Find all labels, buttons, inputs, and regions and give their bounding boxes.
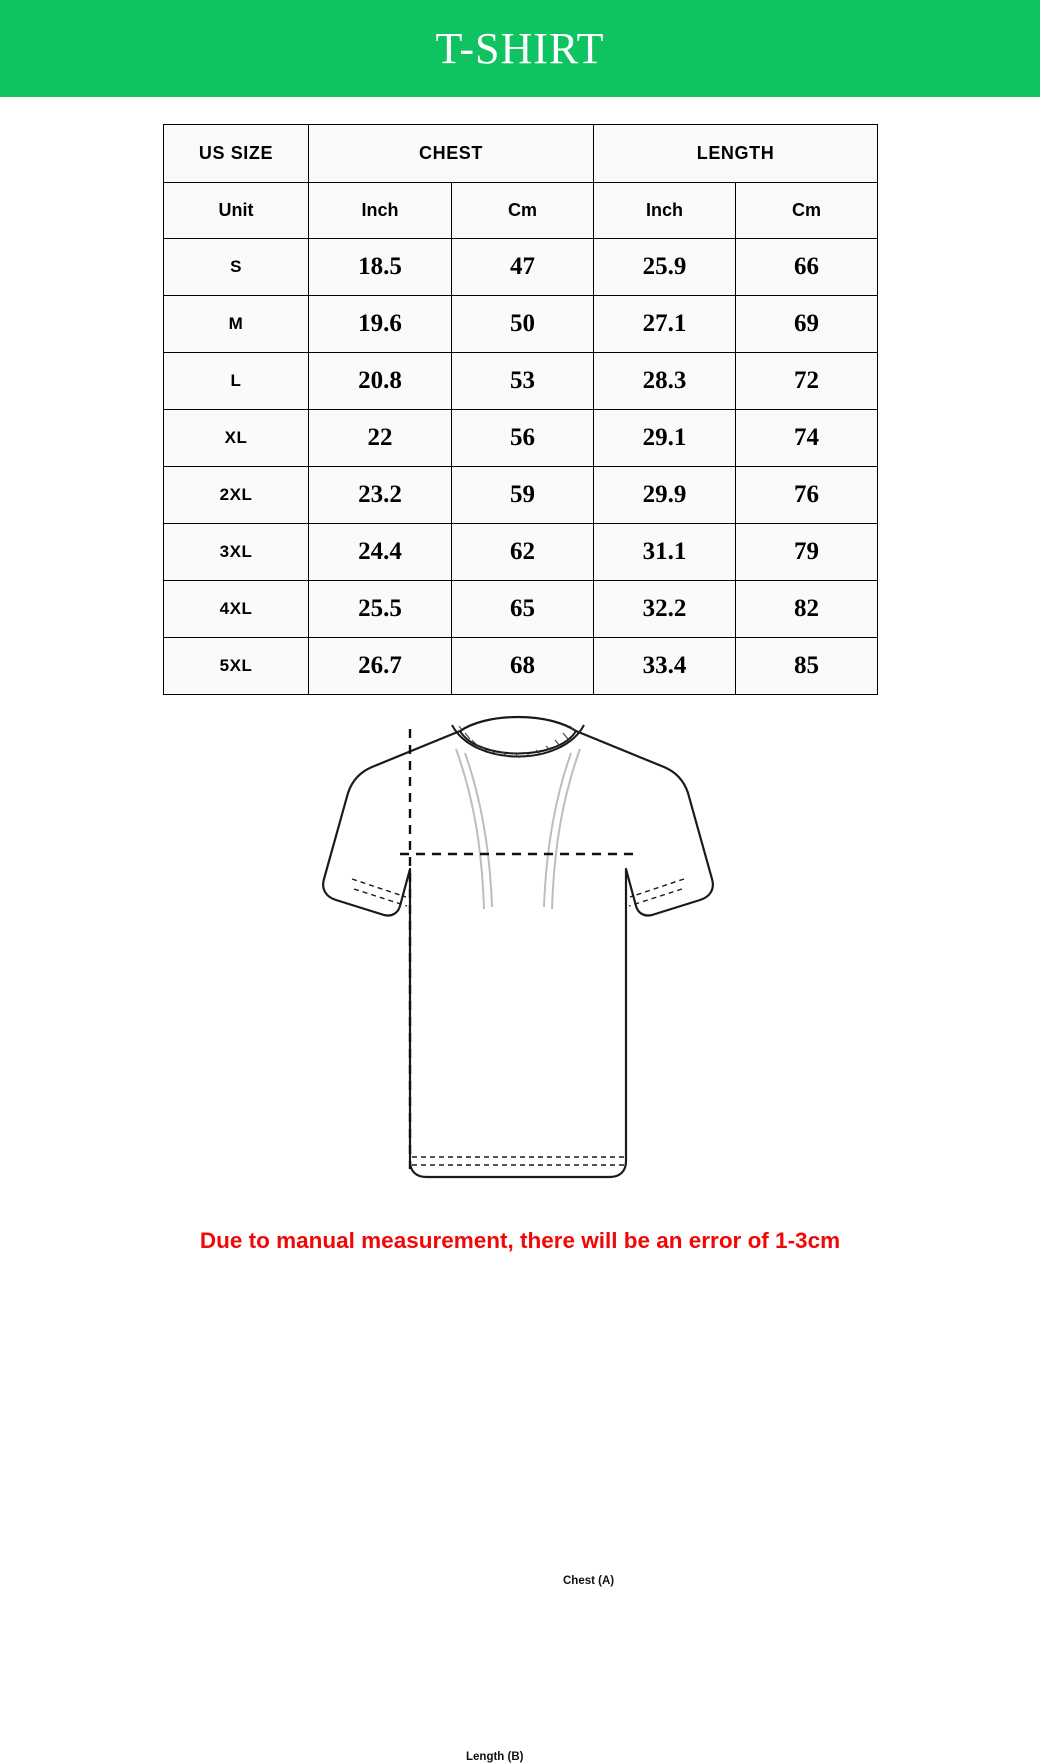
cell-chest-inch: 20.8 <box>309 353 452 410</box>
cell-chest-cm: 47 <box>452 239 594 296</box>
cell-length-cm: 79 <box>736 524 878 581</box>
table-row <box>164 239 878 296</box>
cell-chest-inch: 26.7 <box>309 638 452 695</box>
header-us-size: US SIZE <box>164 125 309 183</box>
cell-size: M <box>164 296 309 353</box>
cell-length-cm: 72 <box>736 353 878 410</box>
cell-size: XL <box>164 410 309 467</box>
cell-length-inch: 33.4 <box>594 638 736 695</box>
cell-length-inch: 29.9 <box>594 467 736 524</box>
measurement-disclaimer: Due to manual measurement, there will be an error of 1-3cm <box>199 1228 841 1253</box>
unit-label: Unit <box>164 183 309 239</box>
cell-length-cm: 85 <box>736 638 878 695</box>
page-title: T-SHIRT <box>435 24 605 73</box>
unit-length-inch: Inch <box>594 183 736 239</box>
table-row <box>164 524 878 581</box>
cell-size: S <box>164 239 309 296</box>
unit-chest-cm: Cm <box>452 183 594 239</box>
cell-chest-cm: 59 <box>452 467 594 524</box>
cell-chest-cm: 65 <box>452 581 594 638</box>
unit-chest-inch: Inch <box>309 183 452 239</box>
header-length: LENGTH <box>594 125 878 183</box>
cell-length-inch: 27.1 <box>594 296 736 353</box>
table-row <box>164 296 878 353</box>
cell-chest-inch: 18.5 <box>309 239 452 296</box>
cell-length-inch: 28.3 <box>594 353 736 410</box>
cell-length-inch: 29.1 <box>594 410 736 467</box>
cell-size: 3XL <box>164 524 309 581</box>
cell-length-cm: 76 <box>736 467 878 524</box>
table-group-header-row <box>164 125 878 183</box>
table-unit-row <box>164 183 878 239</box>
cell-length-inch: 31.1 <box>594 524 736 581</box>
table-row <box>164 581 878 638</box>
cell-chest-inch: 24.4 <box>309 524 452 581</box>
chest-measure-label: Chest (A) <box>563 1575 615 1587</box>
table-row <box>164 410 878 467</box>
cell-chest-inch: 23.2 <box>309 467 452 524</box>
tshirt-outline-icon <box>260 709 780 1209</box>
cell-chest-cm: 68 <box>452 638 594 695</box>
cell-size: L <box>164 353 309 410</box>
cell-chest-cm: 62 <box>452 524 594 581</box>
cell-size: 2XL <box>164 467 309 524</box>
cell-size: 4XL <box>164 581 309 638</box>
cell-chest-cm: 50 <box>452 296 594 353</box>
unit-length-cm: Cm <box>736 183 878 239</box>
table-row <box>164 353 878 410</box>
cell-length-cm: 66 <box>736 239 878 296</box>
header-chest: CHEST <box>309 125 594 183</box>
cell-length-cm: 82 <box>736 581 878 638</box>
size-table-container <box>163 124 877 695</box>
size-table <box>163 124 878 695</box>
table-row <box>164 638 878 695</box>
cell-chest-cm: 53 <box>452 353 594 410</box>
cell-chest-inch: 22 <box>309 410 452 467</box>
cell-chest-cm: 56 <box>452 410 594 467</box>
cell-length-cm: 74 <box>736 410 878 467</box>
cell-length-inch: 25.9 <box>594 239 736 296</box>
length-measure-label: Length (B) <box>466 1751 524 1763</box>
cell-chest-inch: 25.5 <box>309 581 452 638</box>
table-row <box>164 467 878 524</box>
cell-length-cm: 69 <box>736 296 878 353</box>
page-header <box>0 0 1040 97</box>
cell-size: 5XL <box>164 638 309 695</box>
cell-chest-inch: 19.6 <box>309 296 452 353</box>
cell-length-inch: 32.2 <box>594 581 736 638</box>
